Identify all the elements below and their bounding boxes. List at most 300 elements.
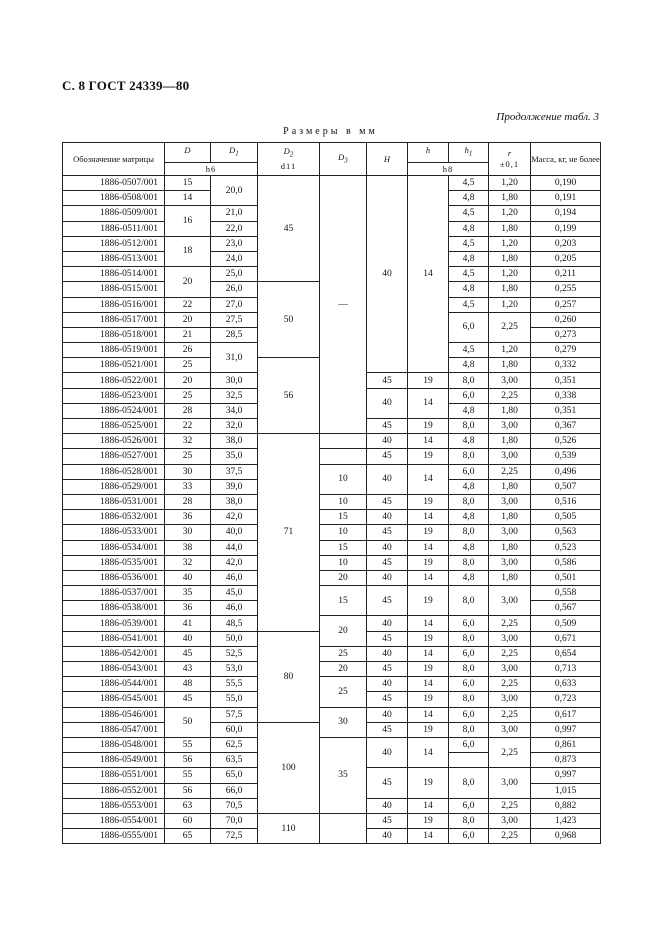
table-row bbox=[63, 570, 601, 585]
cell-d: 40 bbox=[165, 570, 211, 585]
cell-mass: 0,713 bbox=[531, 662, 601, 677]
cell-d1: 53,0 bbox=[211, 662, 258, 677]
cell-d2: 56 bbox=[258, 358, 320, 434]
cell-designation: 1886-0544/001 bbox=[63, 677, 165, 692]
cell-d: 48 bbox=[165, 677, 211, 692]
header-d bbox=[165, 143, 211, 163]
cell-h-total: 45 bbox=[367, 768, 408, 798]
cell-d2: 71 bbox=[258, 434, 320, 631]
cell-d: 26 bbox=[165, 343, 211, 358]
cell-d1: 27,0 bbox=[211, 297, 258, 312]
cell-d: 32 bbox=[165, 434, 211, 449]
cell-d: 45 bbox=[165, 692, 211, 707]
cell-d3: 25 bbox=[320, 677, 367, 707]
cell-mass: 0,194 bbox=[531, 206, 601, 221]
cell-h: 19 bbox=[408, 555, 449, 570]
cell-d3: 20 bbox=[320, 570, 367, 585]
cell-designation: 1886-0515/001 bbox=[63, 282, 165, 297]
header-d-label: D bbox=[184, 145, 191, 155]
cell-r: 3,00 bbox=[489, 449, 531, 464]
cell-designation: 1886-0509/001 bbox=[63, 206, 165, 221]
cell-r: 1,20 bbox=[489, 176, 531, 191]
cell-d: 30 bbox=[165, 464, 211, 479]
header-d3-subscript: 3 bbox=[344, 156, 348, 165]
cell-h1: 8,0 bbox=[449, 692, 489, 707]
cell-d1: 62,5 bbox=[211, 737, 258, 752]
cell-r: 2,25 bbox=[489, 677, 531, 692]
cell-d3: 20 bbox=[320, 662, 367, 677]
cell-h1: 4,8 bbox=[449, 570, 489, 585]
cell-h1: 4,8 bbox=[449, 403, 489, 418]
cell-d3: 10 bbox=[320, 525, 367, 540]
cell-h1: 6,0 bbox=[449, 464, 489, 479]
cell-h1: 4,8 bbox=[449, 479, 489, 494]
cell-d1: 24,0 bbox=[211, 251, 258, 266]
table-row bbox=[63, 737, 601, 752]
table-row bbox=[63, 464, 601, 479]
header-h: h bbox=[408, 143, 449, 163]
cell-h1: 8,0 bbox=[449, 449, 489, 464]
cell-d2: 110 bbox=[258, 813, 320, 843]
cell-r: 1,80 bbox=[489, 479, 531, 494]
table-row bbox=[63, 540, 601, 555]
cell-d1: 35,0 bbox=[211, 449, 258, 464]
cell-h1: 4,8 bbox=[449, 510, 489, 525]
cell-h1: 6,0 bbox=[449, 616, 489, 631]
cell-designation: 1886-0553/001 bbox=[63, 798, 165, 813]
cell-d1: 28,5 bbox=[211, 327, 258, 342]
cell-r: 3,00 bbox=[489, 419, 531, 434]
header-h1-subscript: 1 bbox=[468, 149, 473, 158]
dimensions-table bbox=[62, 142, 601, 844]
cell-d: 32 bbox=[165, 555, 211, 570]
cell-r: 2,25 bbox=[489, 737, 531, 767]
cell-d1: 31,0 bbox=[211, 343, 258, 373]
cell-h1: 4,5 bbox=[449, 343, 489, 358]
cell-d2: 45 bbox=[258, 176, 320, 282]
cell-h-total: 40 bbox=[367, 570, 408, 585]
cell-d: 45 bbox=[165, 646, 211, 661]
cell-designation: 1886-0527/001 bbox=[63, 449, 165, 464]
cell-mass: 0,539 bbox=[531, 449, 601, 464]
cell-mass: 0,654 bbox=[531, 646, 601, 661]
cell-h-total: 45 bbox=[367, 373, 408, 388]
cell-designation: 1886-0552/001 bbox=[63, 783, 165, 798]
cell-mass: 0,873 bbox=[531, 753, 601, 768]
cell-d1: 27,5 bbox=[211, 312, 258, 327]
cell-d3 bbox=[320, 449, 367, 464]
cell-d1: 39,0 bbox=[211, 479, 258, 494]
cell-h1: 4,8 bbox=[449, 434, 489, 449]
cell-mass: 0,617 bbox=[531, 707, 601, 722]
table-row bbox=[63, 662, 601, 677]
cell-r: 2,25 bbox=[489, 646, 531, 661]
cell-mass: 0,338 bbox=[531, 388, 601, 403]
cell-h-total: 40 bbox=[367, 510, 408, 525]
cell-h-total: 40 bbox=[367, 707, 408, 722]
cell-mass: 0,273 bbox=[531, 327, 601, 342]
cell-d: 43 bbox=[165, 662, 211, 677]
cell-d2: 80 bbox=[258, 631, 320, 722]
cell-d: 18 bbox=[165, 236, 211, 266]
cell-designation: 1886-0522/001 bbox=[63, 373, 165, 388]
cell-d: 14 bbox=[165, 191, 211, 206]
cell-h-total: 40 bbox=[367, 798, 408, 813]
cell-h1: 4,5 bbox=[449, 236, 489, 251]
table-header bbox=[63, 143, 601, 176]
cell-d: 60 bbox=[165, 813, 211, 828]
cell-r: 1,20 bbox=[489, 267, 531, 282]
cell-d: 25 bbox=[165, 388, 211, 403]
cell-h: 19 bbox=[408, 419, 449, 434]
cell-h: 19 bbox=[408, 525, 449, 540]
cell-mass: 0,255 bbox=[531, 282, 601, 297]
cell-mass: 0,997 bbox=[531, 768, 601, 783]
cell-d1: 55,5 bbox=[211, 677, 258, 692]
cell-h: 14 bbox=[408, 464, 449, 494]
cell-h: 14 bbox=[408, 570, 449, 585]
header-mass: Масса, кг, не более bbox=[531, 143, 601, 176]
cell-r: 2,25 bbox=[489, 829, 531, 844]
cell-d3: 35 bbox=[320, 737, 367, 813]
cell-h-total: 45 bbox=[367, 449, 408, 464]
cell-h-total: 40 bbox=[367, 540, 408, 555]
cell-r: 3,00 bbox=[489, 722, 531, 737]
table-row bbox=[63, 616, 601, 631]
cell-d: 25 bbox=[165, 449, 211, 464]
cell-r: 2,25 bbox=[489, 707, 531, 722]
cell-r: 2,25 bbox=[489, 616, 531, 631]
cell-mass: 0,558 bbox=[531, 586, 601, 601]
cell-mass: 0,507 bbox=[531, 479, 601, 494]
cell-h: 19 bbox=[408, 586, 449, 616]
cell-mass: 0,509 bbox=[531, 616, 601, 631]
cell-r: 2,25 bbox=[489, 798, 531, 813]
cell-r: 1,80 bbox=[489, 191, 531, 206]
cell-h: 14 bbox=[408, 388, 449, 418]
cell-d1: 21,0 bbox=[211, 206, 258, 221]
cell-d: 20 bbox=[165, 267, 211, 297]
table-row bbox=[63, 510, 601, 525]
cell-d1: 34,0 bbox=[211, 403, 258, 418]
cell-h-total: 40 bbox=[367, 677, 408, 692]
cell-h1: 8,0 bbox=[449, 555, 489, 570]
cell-r: 1,80 bbox=[489, 251, 531, 266]
cell-designation: 1886-0536/001 bbox=[63, 570, 165, 585]
cell-designation: 1886-0517/001 bbox=[63, 312, 165, 327]
cell-designation: 1886-0537/001 bbox=[63, 586, 165, 601]
cell-mass: 0,671 bbox=[531, 631, 601, 646]
cell-h1: 4,5 bbox=[449, 297, 489, 312]
cell-h1: 4,5 bbox=[449, 176, 489, 191]
cell-h-total: 45 bbox=[367, 525, 408, 540]
table-row bbox=[63, 434, 601, 449]
cell-d3: — bbox=[320, 176, 367, 434]
cell-h: 14 bbox=[408, 737, 449, 767]
cell-d2: 100 bbox=[258, 722, 320, 813]
cell-d1: 46,0 bbox=[211, 570, 258, 585]
table-body bbox=[63, 176, 601, 844]
table-row bbox=[63, 176, 601, 191]
cell-h1: 8,0 bbox=[449, 813, 489, 828]
cell-mass: 0,567 bbox=[531, 601, 601, 616]
cell-mass: 0,968 bbox=[531, 829, 601, 844]
cell-d1: 45,0 bbox=[211, 586, 258, 601]
cell-designation: 1886-0539/001 bbox=[63, 616, 165, 631]
header-h1-label: h bbox=[464, 145, 469, 155]
cell-d1: 37,5 bbox=[211, 464, 258, 479]
cell-r: 2,25 bbox=[489, 388, 531, 403]
cell-h1: 8,0 bbox=[449, 768, 489, 798]
cell-h: 19 bbox=[408, 662, 449, 677]
cell-d1: 63,5 bbox=[211, 753, 258, 768]
cell-h-total: 40 bbox=[367, 616, 408, 631]
table-row bbox=[63, 677, 601, 692]
cell-r: 3,00 bbox=[489, 525, 531, 540]
cell-r: 2,25 bbox=[489, 464, 531, 479]
cell-d1: 38,0 bbox=[211, 494, 258, 509]
cell-mass: 0,505 bbox=[531, 510, 601, 525]
table-row bbox=[63, 813, 601, 828]
cell-mass: 1,423 bbox=[531, 813, 601, 828]
cell-designation: 1886-0519/001 bbox=[63, 343, 165, 358]
cell-r: 1,80 bbox=[489, 540, 531, 555]
cell-h1: 8,0 bbox=[449, 662, 489, 677]
cell-h: 14 bbox=[408, 646, 449, 661]
cell-h1: 4,8 bbox=[449, 251, 489, 266]
cell-d: 21 bbox=[165, 327, 211, 342]
cell-mass: 0,882 bbox=[531, 798, 601, 813]
cell-d1: 20,0 bbox=[211, 176, 258, 206]
cell-designation: 1886-0554/001 bbox=[63, 813, 165, 828]
cell-designation: 1886-0555/001 bbox=[63, 829, 165, 844]
cell-d1: 70,5 bbox=[211, 798, 258, 813]
cell-mass: 0,260 bbox=[531, 312, 601, 327]
cell-h1: 6,0 bbox=[449, 737, 489, 752]
cell-mass: 0,351 bbox=[531, 403, 601, 418]
cell-mass: 0,563 bbox=[531, 525, 601, 540]
cell-h-total: 40 bbox=[367, 464, 408, 494]
cell-h-total: 45 bbox=[367, 692, 408, 707]
cell-designation: 1886-0514/001 bbox=[63, 267, 165, 282]
header-h1 bbox=[449, 143, 489, 163]
cell-designation: 1886-0518/001 bbox=[63, 327, 165, 342]
cell-d: 22 bbox=[165, 297, 211, 312]
cell-designation: 1886-0535/001 bbox=[63, 555, 165, 570]
cell-d1: 70,0 bbox=[211, 813, 258, 828]
cell-d1: 26,0 bbox=[211, 282, 258, 297]
cell-designation: 1886-0524/001 bbox=[63, 403, 165, 418]
cell-mass: 0,332 bbox=[531, 358, 601, 373]
cell-mass: 0,633 bbox=[531, 677, 601, 692]
cell-designation: 1886-0523/001 bbox=[63, 388, 165, 403]
cell-mass: 0,279 bbox=[531, 343, 601, 358]
cell-h1: 8,0 bbox=[449, 373, 489, 388]
cell-h: 14 bbox=[408, 829, 449, 844]
header-tolerance-h6: h6 bbox=[165, 163, 258, 176]
page-header: С. 8 ГОСТ 24339—80 bbox=[62, 78, 190, 93]
cell-h-total: 40 bbox=[367, 434, 408, 449]
cell-d: 50 bbox=[165, 707, 211, 737]
cell-d1: 23,0 bbox=[211, 236, 258, 251]
cell-mass: 0,861 bbox=[531, 737, 601, 752]
cell-h1: 6,0 bbox=[449, 798, 489, 813]
cell-h-total: 45 bbox=[367, 722, 408, 737]
cell-h: 19 bbox=[408, 494, 449, 509]
cell-r: 1,80 bbox=[489, 221, 531, 236]
cell-d: 30 bbox=[165, 525, 211, 540]
header-tolerance-h8: h8 bbox=[408, 163, 489, 176]
cell-h1: 4,8 bbox=[449, 282, 489, 297]
cell-h1: 8,0 bbox=[449, 494, 489, 509]
header-d1-subscript: 1 bbox=[235, 149, 239, 158]
cell-h1: 6,0 bbox=[449, 646, 489, 661]
table-row bbox=[63, 586, 601, 601]
table-row bbox=[63, 646, 601, 661]
cell-r: 2,25 bbox=[489, 312, 531, 342]
cell-d3 bbox=[320, 434, 367, 449]
cell-d3: 15 bbox=[320, 540, 367, 555]
cell-d1: 42,0 bbox=[211, 510, 258, 525]
cell-d1: 60,0 bbox=[211, 722, 258, 737]
cell-h: 19 bbox=[408, 373, 449, 388]
cell-d1: 44,0 bbox=[211, 540, 258, 555]
cell-h-total: 45 bbox=[367, 631, 408, 646]
cell-mass: 0,516 bbox=[531, 494, 601, 509]
cell-d1: 40,0 bbox=[211, 525, 258, 540]
cell-designation: 1886-0521/001 bbox=[63, 358, 165, 373]
cell-h1: 6,0 bbox=[449, 388, 489, 403]
cell-d: 40 bbox=[165, 631, 211, 646]
cell-mass: 0,203 bbox=[531, 236, 601, 251]
cell-d: 65 bbox=[165, 829, 211, 844]
cell-h-total: 45 bbox=[367, 662, 408, 677]
table-row bbox=[63, 494, 601, 509]
cell-mass: 0,997 bbox=[531, 722, 601, 737]
cell-d: 56 bbox=[165, 753, 211, 768]
cell-mass: 0,586 bbox=[531, 555, 601, 570]
cell-d: 55 bbox=[165, 737, 211, 752]
cell-d: 16 bbox=[165, 206, 211, 236]
cell-h1: 4,8 bbox=[449, 191, 489, 206]
cell-r: 3,00 bbox=[489, 813, 531, 828]
cell-d3: 10 bbox=[320, 494, 367, 509]
cell-designation: 1886-0512/001 bbox=[63, 236, 165, 251]
cell-designation: 1886-0516/001 bbox=[63, 297, 165, 312]
cell-h-total: 40 bbox=[367, 388, 408, 418]
cell-d1: 25,0 bbox=[211, 267, 258, 282]
cell-h1: 6,0 bbox=[449, 312, 489, 342]
cell-mass: 0,211 bbox=[531, 267, 601, 282]
cell-designation: 1886-0546/001 bbox=[63, 707, 165, 722]
cell-mass: 0,257 bbox=[531, 297, 601, 312]
cell-designation: 1886-0533/001 bbox=[63, 525, 165, 540]
cell-d: 38 bbox=[165, 540, 211, 555]
header-d1 bbox=[211, 143, 258, 163]
table-row bbox=[63, 707, 601, 722]
cell-r: 3,00 bbox=[489, 586, 531, 616]
cell-h-total: 45 bbox=[367, 813, 408, 828]
cell-designation: 1886-0545/001 bbox=[63, 692, 165, 707]
header-h-total: H bbox=[367, 143, 408, 176]
cell-d3: 20 bbox=[320, 616, 367, 646]
cell-designation: 1886-0534/001 bbox=[63, 540, 165, 555]
cell-d3: 10 bbox=[320, 555, 367, 570]
cell-d1: 52,5 bbox=[211, 646, 258, 661]
cell-h1: 4,5 bbox=[449, 267, 489, 282]
cell-d: 22 bbox=[165, 419, 211, 434]
cell-h1: 4,5 bbox=[449, 206, 489, 221]
cell-h: 14 bbox=[408, 677, 449, 692]
cell-designation: 1886-0551/001 bbox=[63, 768, 165, 783]
header-d3-label: D bbox=[338, 151, 345, 162]
cell-h-total: 45 bbox=[367, 586, 408, 616]
cell-r: 3,00 bbox=[489, 692, 531, 707]
cell-h-total: 40 bbox=[367, 646, 408, 661]
cell-designation: 1886-0547/001 bbox=[63, 722, 165, 737]
cell-h1: 4,8 bbox=[449, 540, 489, 555]
cell-r: 1,80 bbox=[489, 403, 531, 418]
cell-designation: 1886-0513/001 bbox=[63, 251, 165, 266]
cell-mass: 1,015 bbox=[531, 783, 601, 798]
cell-r: 1,80 bbox=[489, 510, 531, 525]
cell-mass: 0,199 bbox=[531, 221, 601, 236]
cell-h1: 8,0 bbox=[449, 631, 489, 646]
cell-designation: 1886-0529/001 bbox=[63, 479, 165, 494]
cell-r: 3,00 bbox=[489, 768, 531, 798]
cell-h: 14 bbox=[408, 510, 449, 525]
cell-h1: 8,0 bbox=[449, 722, 489, 737]
table-row bbox=[63, 449, 601, 464]
cell-designation: 1886-0543/001 bbox=[63, 662, 165, 677]
units-caption: Размеры в мм bbox=[283, 126, 378, 137]
table-continuation-note: Продолжение табл. 3 bbox=[496, 111, 599, 123]
cell-designation: 1886-0528/001 bbox=[63, 464, 165, 479]
cell-r: 1,20 bbox=[489, 206, 531, 221]
cell-r: 3,00 bbox=[489, 662, 531, 677]
cell-r: 3,00 bbox=[489, 555, 531, 570]
cell-r: 3,00 bbox=[489, 373, 531, 388]
cell-h-total: 45 bbox=[367, 494, 408, 509]
cell-d3 bbox=[320, 813, 367, 843]
cell-d1: 66,0 bbox=[211, 783, 258, 798]
cell-h: 14 bbox=[408, 540, 449, 555]
cell-d: 15 bbox=[165, 176, 211, 191]
cell-r: 1,20 bbox=[489, 297, 531, 312]
cell-d1: 57,5 bbox=[211, 707, 258, 722]
cell-h: 14 bbox=[408, 798, 449, 813]
cell-h1: 8,0 bbox=[449, 525, 489, 540]
cell-d: 25 bbox=[165, 358, 211, 373]
cell-designation: 1886-0541/001 bbox=[63, 631, 165, 646]
cell-d1: 46,0 bbox=[211, 601, 258, 616]
cell-h-total: 40 bbox=[367, 829, 408, 844]
cell-h: 19 bbox=[408, 768, 449, 798]
cell-d: 33 bbox=[165, 479, 211, 494]
cell-d1: 50,0 bbox=[211, 631, 258, 646]
cell-d: 41 bbox=[165, 616, 211, 631]
cell-d1: 42,0 bbox=[211, 555, 258, 570]
cell-h: 19 bbox=[408, 692, 449, 707]
table-row bbox=[63, 555, 601, 570]
header-d2-subscript: 2 bbox=[289, 150, 294, 159]
cell-h1: 6,0 bbox=[449, 829, 489, 844]
cell-d: 56 bbox=[165, 783, 211, 798]
cell-d: 20 bbox=[165, 312, 211, 327]
header-designation: Обозначение матрицы bbox=[63, 143, 165, 176]
cell-mass: 0,496 bbox=[531, 464, 601, 479]
cell-d: 28 bbox=[165, 403, 211, 418]
